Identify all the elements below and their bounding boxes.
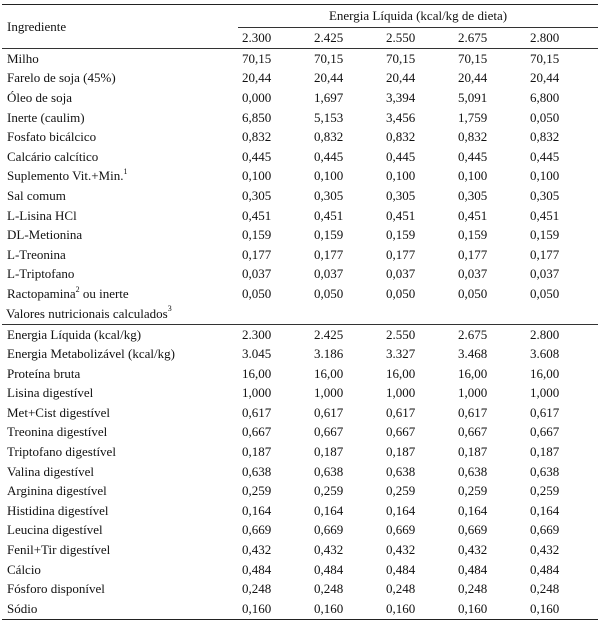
value-cell: 0,100 bbox=[242, 168, 272, 184]
value-cell: 2.300 bbox=[242, 326, 272, 342]
value-cell: 0,484 bbox=[314, 561, 344, 577]
table-row bbox=[2, 284, 598, 304]
row-label-text: Arginina digestível bbox=[7, 483, 107, 499]
row-label bbox=[2, 344, 238, 364]
table-row bbox=[2, 108, 598, 128]
value-cell: 16,00 bbox=[386, 365, 416, 381]
value-cell: 0,432 bbox=[314, 542, 344, 558]
table-row bbox=[2, 225, 598, 245]
nutrients-body bbox=[2, 324, 598, 619]
value-cell: 0,159 bbox=[530, 227, 560, 243]
value-cell: 0,484 bbox=[458, 561, 488, 577]
footnote-ref: 2 bbox=[75, 284, 80, 294]
value-cell: 0,037 bbox=[386, 266, 416, 282]
row-label bbox=[2, 442, 238, 462]
value-cell: 0,187 bbox=[242, 444, 272, 460]
value-cell: 2.425 bbox=[314, 326, 344, 342]
value-cell: 0,248 bbox=[314, 581, 344, 597]
row-label bbox=[2, 560, 238, 580]
value-cell: 0,832 bbox=[386, 129, 416, 145]
value-cell: 0,432 bbox=[458, 542, 488, 558]
row-label-text: Milho bbox=[7, 50, 39, 66]
row-label-text: Valina digestível bbox=[7, 463, 95, 479]
table-row bbox=[2, 344, 598, 364]
table-header bbox=[2, 5, 598, 49]
row-label bbox=[2, 481, 238, 501]
value-cell: 0,050 bbox=[386, 285, 416, 301]
value-cell: 1,000 bbox=[314, 385, 344, 401]
value-cell: 3.327 bbox=[386, 346, 416, 362]
value-cell: 0,037 bbox=[458, 266, 488, 282]
row-label bbox=[2, 49, 238, 69]
value-cell: 0,259 bbox=[314, 483, 344, 499]
table-row bbox=[2, 481, 598, 501]
row-label-text: L-Lisina HCl bbox=[7, 207, 77, 223]
value-cell: 0,050 bbox=[530, 109, 560, 125]
value-cell: 2.550 bbox=[386, 326, 416, 342]
value-cell: 5,091 bbox=[458, 89, 488, 105]
value-cell: 0,100 bbox=[458, 168, 488, 184]
table-row bbox=[2, 127, 598, 147]
value-cell: 0,669 bbox=[386, 522, 416, 538]
row-label-text: Leucina digestível bbox=[7, 522, 103, 538]
row-label bbox=[2, 225, 238, 245]
value-cell: 0,305 bbox=[458, 187, 488, 203]
value-cell: 0,617 bbox=[458, 404, 488, 420]
value-cell: 0,669 bbox=[314, 522, 344, 538]
value-cell: 0,177 bbox=[314, 246, 344, 262]
value-cell: 0,832 bbox=[314, 129, 344, 145]
row-label-text: Inerte (caulim) bbox=[7, 109, 85, 125]
footnote-ref: 1 bbox=[123, 167, 128, 177]
value-cell: 2.800 bbox=[530, 326, 560, 342]
value-cell: 0,667 bbox=[314, 424, 344, 440]
table-row bbox=[2, 167, 598, 187]
value-cell: 0,177 bbox=[386, 246, 416, 262]
value-cell: 0,050 bbox=[242, 285, 272, 301]
row-label bbox=[2, 186, 238, 206]
row-label-text: Cálcio bbox=[7, 561, 41, 577]
row-label-text: Fosfato bicálcico bbox=[7, 129, 97, 145]
table-row bbox=[2, 423, 598, 443]
table-row bbox=[2, 49, 598, 69]
value-cell: 0,159 bbox=[314, 227, 344, 243]
value-cell: 0,617 bbox=[314, 404, 344, 420]
table-row bbox=[2, 265, 598, 285]
table-row bbox=[2, 579, 598, 599]
energy-level-header: 2.550 bbox=[382, 28, 454, 49]
row-label bbox=[2, 265, 238, 285]
value-cell: 0,100 bbox=[314, 168, 344, 184]
value-cell: 0,259 bbox=[386, 483, 416, 499]
value-cell: 1,759 bbox=[458, 109, 488, 125]
value-cell: 0,451 bbox=[314, 207, 344, 223]
value-cell: 0,000 bbox=[242, 89, 272, 105]
value-cell: 0,617 bbox=[530, 404, 560, 420]
value-cell: 0,037 bbox=[242, 266, 272, 282]
value-cell: 0,638 bbox=[242, 463, 272, 479]
row-label bbox=[2, 147, 238, 167]
value-cell: 3,394 bbox=[386, 89, 416, 105]
value-cell: 0,159 bbox=[386, 227, 416, 243]
value-cell: 0,160 bbox=[310, 599, 382, 619]
value-cell: 20,44 bbox=[530, 70, 560, 86]
row-label bbox=[2, 108, 238, 128]
value-cell: 0,432 bbox=[386, 542, 416, 558]
value-cell: 0,160 bbox=[454, 599, 526, 619]
value-cell: 0,177 bbox=[530, 246, 560, 262]
row-label bbox=[2, 284, 238, 304]
value-cell: 0,037 bbox=[530, 266, 560, 282]
table-row bbox=[2, 69, 598, 89]
ingredients-body bbox=[2, 49, 598, 304]
value-cell: 0,445 bbox=[242, 148, 272, 164]
value-cell: 70,15 bbox=[242, 50, 272, 66]
section-body bbox=[2, 304, 598, 325]
row-label-text: Lisina digestível bbox=[7, 385, 94, 401]
value-cell: 0,164 bbox=[458, 502, 488, 518]
value-cell: 0,248 bbox=[458, 581, 488, 597]
row-label bbox=[2, 579, 238, 599]
value-cell: 6,800 bbox=[530, 89, 560, 105]
value-cell: 0,832 bbox=[458, 129, 488, 145]
section-title bbox=[2, 304, 598, 325]
value-cell: 0,305 bbox=[386, 187, 416, 203]
value-cell: 1,000 bbox=[242, 385, 272, 401]
value-cell: 1,000 bbox=[458, 385, 488, 401]
value-cell: 0,187 bbox=[314, 444, 344, 460]
value-cell: 0,164 bbox=[242, 502, 272, 518]
row-label-text: Suplemento Vit.+Min. bbox=[7, 168, 124, 184]
value-cell: 0,050 bbox=[458, 285, 488, 301]
row-label-text: Farelo de soja (45%) bbox=[7, 70, 116, 86]
value-cell: 3,456 bbox=[386, 109, 416, 125]
table-row bbox=[2, 501, 598, 521]
table-row bbox=[2, 462, 598, 482]
table-row bbox=[2, 560, 598, 580]
value-cell: 0,305 bbox=[242, 187, 272, 203]
diet-composition-table bbox=[2, 4, 598, 620]
value-cell: 0,305 bbox=[314, 187, 344, 203]
value-cell: 16,00 bbox=[458, 365, 488, 381]
table-row bbox=[2, 364, 598, 384]
value-cell: 20,44 bbox=[386, 70, 416, 86]
value-cell: 0,050 bbox=[530, 285, 560, 301]
value-cell: 0,669 bbox=[242, 522, 272, 538]
row-label-text: Proteína bruta bbox=[7, 365, 81, 381]
value-cell: 70,15 bbox=[458, 50, 488, 66]
value-cell: 0,484 bbox=[242, 561, 272, 577]
value-cell: 0,617 bbox=[386, 404, 416, 420]
row-label-text: Fósforo disponível bbox=[7, 581, 105, 597]
row-label bbox=[2, 423, 238, 443]
value-cell: 6,850 bbox=[242, 109, 272, 125]
row-label bbox=[2, 501, 238, 521]
value-cell: 0,638 bbox=[530, 463, 560, 479]
value-cell: 0,617 bbox=[242, 404, 272, 420]
table-row bbox=[2, 147, 598, 167]
value-cell: 0,451 bbox=[458, 207, 488, 223]
row-label bbox=[2, 167, 238, 187]
value-cell: 0,248 bbox=[530, 581, 560, 597]
energy-group-header: Energia Líquida (kcal/kg de dieta) bbox=[238, 5, 598, 28]
value-cell: 0,187 bbox=[530, 444, 560, 460]
table-row bbox=[2, 324, 598, 344]
value-cell: 0,164 bbox=[530, 502, 560, 518]
value-cell: 0,248 bbox=[242, 581, 272, 597]
value-cell: 0,100 bbox=[530, 168, 560, 184]
value-cell: 0,451 bbox=[386, 207, 416, 223]
row-label-text: L-Triptofano bbox=[7, 266, 75, 282]
row-label-text: Sal comum bbox=[7, 187, 66, 203]
row-label-suffix: ou inerte bbox=[79, 285, 129, 301]
table-row bbox=[2, 442, 598, 462]
value-cell: 3.608 bbox=[530, 346, 560, 362]
value-cell: 0,667 bbox=[530, 424, 560, 440]
table-row bbox=[2, 599, 598, 619]
value-cell: 0,451 bbox=[242, 207, 272, 223]
value-cell: 3.045 bbox=[242, 346, 272, 362]
value-cell: 20,44 bbox=[314, 70, 344, 86]
row-label-text: L-Treonina bbox=[7, 246, 66, 262]
row-label-text: Energia Líquida (kcal/kg) bbox=[7, 326, 142, 342]
row-label bbox=[2, 88, 238, 108]
row-label-text: DL-Metionina bbox=[7, 227, 83, 243]
value-cell: 0,160 bbox=[238, 599, 310, 619]
row-label bbox=[2, 69, 238, 89]
value-cell: 20,44 bbox=[242, 70, 272, 86]
footnote-line bbox=[4, 620, 8, 622]
table-row bbox=[2, 206, 598, 226]
row-label bbox=[2, 521, 238, 541]
value-cell: 0,187 bbox=[386, 444, 416, 460]
value-cell: 5,153 bbox=[314, 109, 344, 125]
value-cell: 16,00 bbox=[530, 365, 560, 381]
value-cell: 0,177 bbox=[242, 246, 272, 262]
row-label-text: Met+Cist digestível bbox=[7, 404, 111, 420]
value-cell: 0,484 bbox=[530, 561, 560, 577]
value-cell: 0,638 bbox=[314, 463, 344, 479]
value-cell: 3.186 bbox=[314, 346, 344, 362]
table-row bbox=[2, 88, 598, 108]
value-cell: 0,259 bbox=[530, 483, 560, 499]
row-label-text: Ractopamina bbox=[7, 285, 76, 301]
value-cell: 0,160 bbox=[382, 599, 454, 619]
table-row bbox=[2, 384, 598, 404]
row-label bbox=[2, 127, 238, 147]
table-row bbox=[2, 186, 598, 206]
value-cell: 0,159 bbox=[458, 227, 488, 243]
row-label-text: Fenil+Tir digestível bbox=[7, 542, 111, 558]
value-cell: 0,667 bbox=[458, 424, 488, 440]
value-cell: 0,160 bbox=[526, 599, 598, 619]
value-cell: 0,445 bbox=[386, 148, 416, 164]
value-cell: 0,248 bbox=[386, 581, 416, 597]
row-label-text: Treonina digestível bbox=[7, 424, 108, 440]
row-label bbox=[2, 384, 238, 404]
value-cell: 0,159 bbox=[242, 227, 272, 243]
value-cell: 0,832 bbox=[242, 129, 272, 145]
value-cell: 0,484 bbox=[386, 561, 416, 577]
value-cell: 0,187 bbox=[458, 444, 488, 460]
value-cell: 0,445 bbox=[314, 148, 344, 164]
value-cell: 0,667 bbox=[386, 424, 416, 440]
row-label bbox=[2, 403, 238, 423]
energy-level-header: 2.300 bbox=[238, 28, 310, 49]
row-label bbox=[2, 364, 238, 384]
value-cell: 0,432 bbox=[530, 542, 560, 558]
value-cell: 0,305 bbox=[530, 187, 560, 203]
value-cell: 1,000 bbox=[530, 385, 560, 401]
row-label-text: Triptofano digestível bbox=[7, 444, 116, 460]
value-cell: 0,050 bbox=[314, 285, 344, 301]
value-cell: 0,177 bbox=[458, 246, 488, 262]
row-label bbox=[2, 462, 238, 482]
row-label-text: Óleo de soja bbox=[7, 89, 72, 105]
value-cell: 0,164 bbox=[314, 502, 344, 518]
table-row bbox=[2, 540, 598, 560]
energy-level-header: 2.800 bbox=[526, 28, 598, 49]
value-cell: 1,697 bbox=[314, 89, 344, 105]
value-cell: 70,15 bbox=[386, 50, 416, 66]
value-cell: 0,667 bbox=[242, 424, 272, 440]
energy-level-header: 2.675 bbox=[454, 28, 526, 49]
value-cell: 70,15 bbox=[314, 50, 344, 66]
row-label bbox=[2, 324, 238, 344]
table-row bbox=[2, 521, 598, 541]
value-cell: 0,164 bbox=[386, 502, 416, 518]
row-label bbox=[2, 245, 238, 265]
footnote-ref: 3 bbox=[167, 304, 172, 314]
energy-level-header: 2.425 bbox=[310, 28, 382, 49]
value-cell: 3.468 bbox=[458, 346, 488, 362]
ingredient-column-header: Ingrediente bbox=[2, 5, 238, 49]
table-row bbox=[2, 403, 598, 423]
value-cell: 20,44 bbox=[458, 70, 488, 86]
section-title-text: Valores nutricionais calculados bbox=[6, 305, 168, 321]
value-cell: 70,15 bbox=[530, 50, 560, 66]
row-label-text: Histidina digestível bbox=[7, 502, 109, 518]
value-cell: 0,100 bbox=[386, 168, 416, 184]
value-cell: 1,000 bbox=[386, 385, 416, 401]
value-cell: 0,451 bbox=[530, 207, 560, 223]
value-cell: 0,037 bbox=[314, 266, 344, 282]
row-label-text: Sódio bbox=[7, 600, 38, 616]
row-label bbox=[2, 599, 238, 619]
value-cell: 0,259 bbox=[242, 483, 272, 499]
value-cell: 2.675 bbox=[458, 326, 488, 342]
value-cell: 0,638 bbox=[458, 463, 488, 479]
row-label bbox=[2, 206, 238, 226]
value-cell: 0,445 bbox=[530, 148, 560, 164]
value-cell: 0,259 bbox=[458, 483, 488, 499]
value-cell: 0,669 bbox=[458, 522, 488, 538]
row-label-text: Calcário calcítico bbox=[7, 148, 99, 164]
table-row bbox=[2, 245, 598, 265]
row-label-text: Energia Metabolizável (kcal/kg) bbox=[7, 346, 175, 362]
value-cell: 0,432 bbox=[242, 542, 272, 558]
value-cell: 0,638 bbox=[386, 463, 416, 479]
value-cell: 0,669 bbox=[530, 522, 560, 538]
row-label bbox=[2, 540, 238, 560]
value-cell: 0,832 bbox=[530, 129, 560, 145]
value-cell: 16,00 bbox=[242, 365, 272, 381]
value-cell: 16,00 bbox=[314, 365, 344, 381]
value-cell: 0,445 bbox=[458, 148, 488, 164]
